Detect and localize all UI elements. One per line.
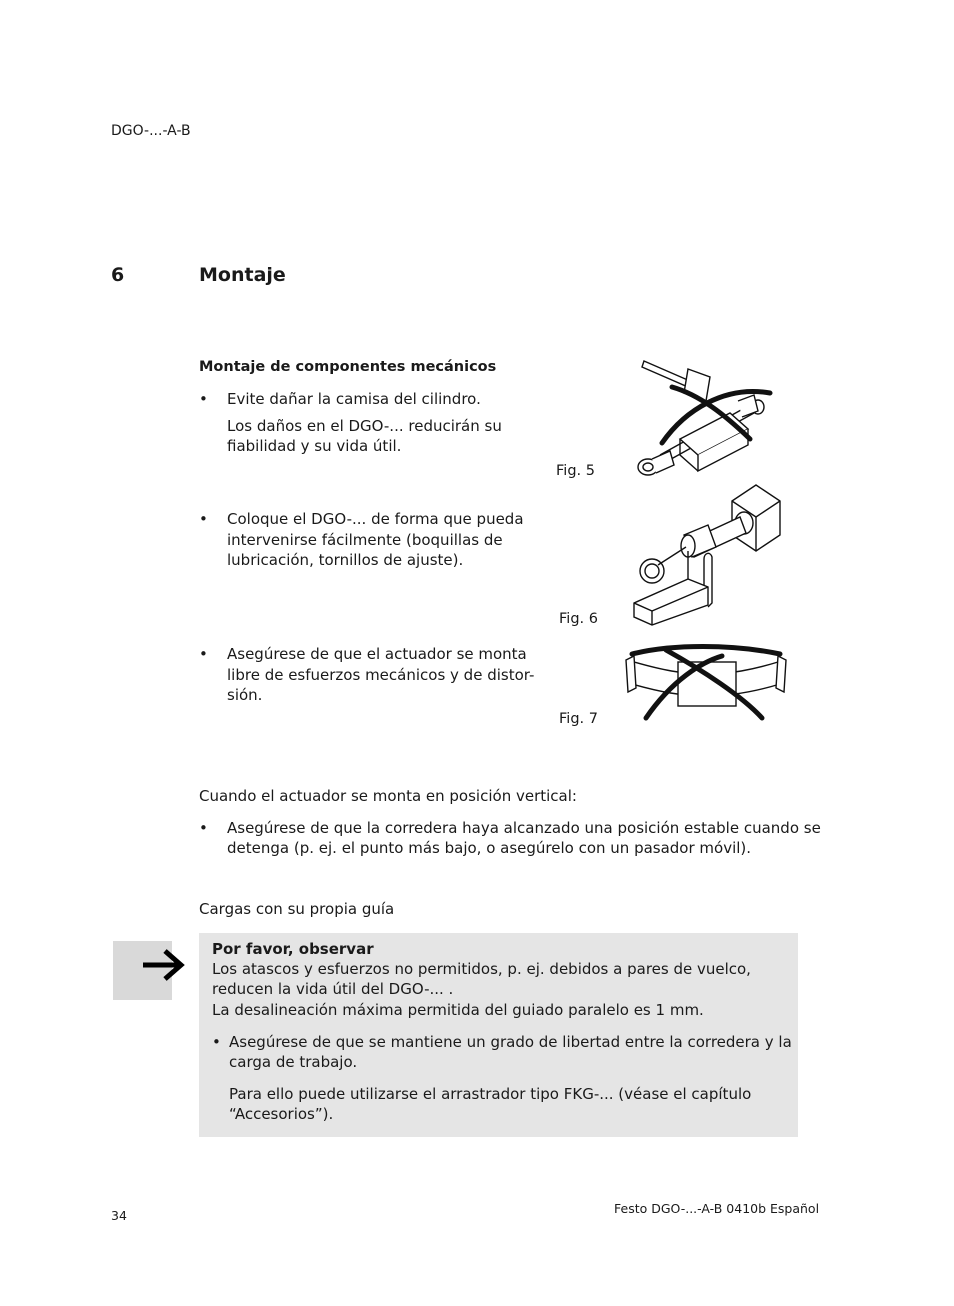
bullet-text: detenga (p. ej. el punto más bajo, o asegúrelo con un pasador móvil).	[227, 839, 752, 857]
bullet-dot: •	[199, 819, 208, 837]
figure-label: Fig. 7	[559, 711, 598, 727]
bullet-text: sión.	[227, 686, 263, 704]
bullet-dot: •	[199, 510, 208, 528]
bullet-text: Asegúrese de que el actuador se monta	[227, 645, 527, 663]
notice-box	[199, 933, 798, 1137]
bullet-text: lubricación, tornillos de ajuste).	[227, 551, 464, 569]
notice-line: Los atascos y esfuerzos no permitidos, p. ej. debidos a pares de vuelco,	[212, 960, 751, 978]
bullet-note-line: Los daños en el DGO-... reducirán su	[227, 417, 502, 435]
footer-doc-info: Festo DGO-...-A-B 0410b Español	[614, 1201, 820, 1216]
section-title: Montaje	[199, 264, 286, 286]
figure-6-illustration	[628, 483, 788, 628]
bullet-dot: •	[199, 390, 208, 408]
bullet-dot: •	[212, 1033, 221, 1051]
figure-label: Fig. 6	[559, 611, 598, 627]
right-arrow-icon	[141, 947, 185, 983]
bullet-text: Coloque el DGO-... de forma que pueda	[227, 510, 524, 528]
bullet-text: Evite dañar la camisa del cilindro.	[227, 390, 481, 408]
document-code: DGO-...-A-B	[111, 123, 191, 139]
figure-7-illustration	[622, 640, 790, 724]
bullet-text: Asegúrese de que la corredera haya alcanzado una posición estable cuando se	[227, 819, 821, 837]
notice-title: Por favor, observar	[212, 940, 374, 958]
notice-line: reducen la vida útil del DGO-... .	[212, 980, 454, 998]
notice-icon-box	[113, 941, 172, 1000]
notice-extra-line: Para ello puede utilizarse el arrastrador tipo FKG-... (véase el capítulo	[229, 1085, 752, 1103]
vertical-intro: Cuando el actuador se monta en posición vertical:	[199, 787, 577, 805]
loads-heading: Cargas con su propia guía	[199, 900, 395, 918]
notice-extra-line: “Accesorios”).	[229, 1105, 334, 1123]
notice-bullet-line: Asegúrese de que se mantiene un grado de libertad entre la corredera y la	[229, 1033, 792, 1051]
bullet-dot: •	[199, 645, 208, 663]
bullet-text: intervenirse fácilmente (boquillas de	[227, 531, 503, 549]
mechanical-heading: Montaje de componentes mecánicos	[199, 359, 497, 375]
figure-label: Fig. 5	[556, 463, 595, 479]
notice-bullet-line: carga de trabajo.	[229, 1053, 358, 1071]
notice-line: La desalineación máxima permitida del guiado paralelo es 1 mm.	[212, 1001, 704, 1019]
bullet-text: libre de esfuerzos mecánicos y de distor-	[227, 666, 535, 684]
figure-5-illustration	[630, 355, 780, 485]
bullet-note-line: fiabilidad y su vida útil.	[227, 437, 402, 455]
section-number: 6	[111, 264, 125, 286]
page-number: 34	[111, 1208, 127, 1223]
